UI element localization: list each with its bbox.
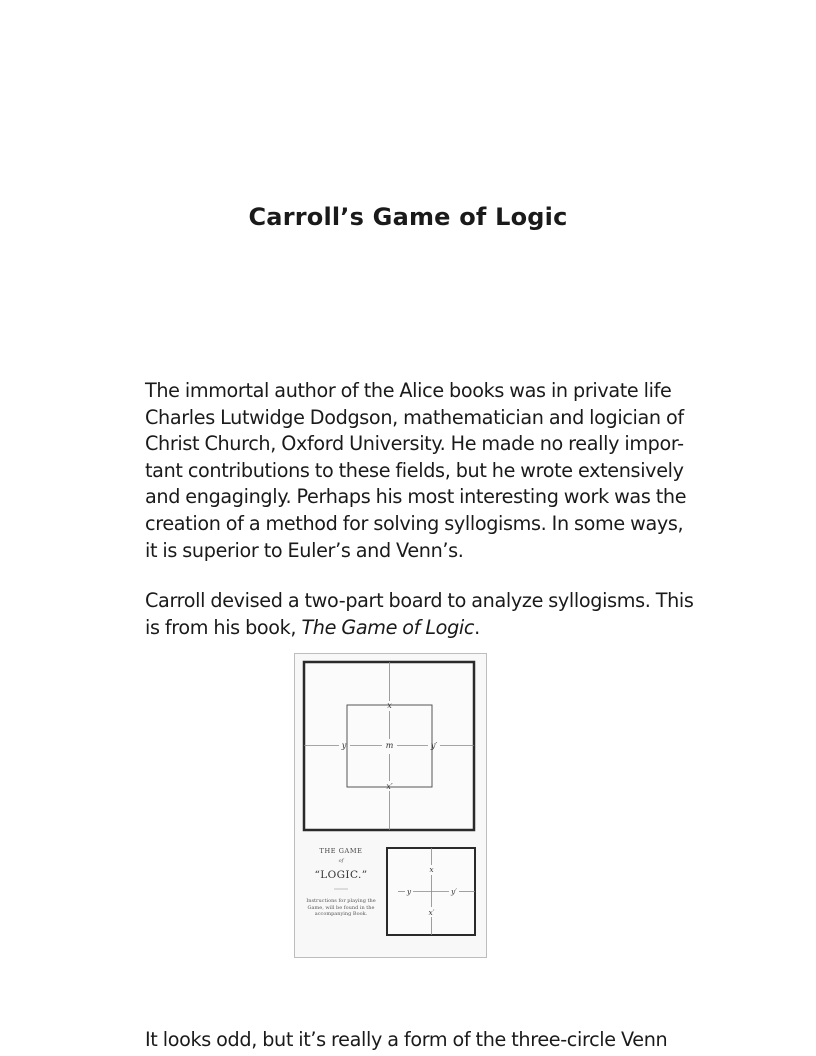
paragraph-line: It looks odd, but it’s really a form of the three-circle Venn [145,1028,668,1051]
board-paragraph [145,588,694,641]
large-board-label-bottom: x′ [386,782,393,791]
caption-of: of [338,858,344,864]
paragraph-line: it is superior to Euler’s and Venn’s. [145,538,464,562]
small-board-label-bottom: x′ [428,908,435,917]
book-title: The Game of Logic [301,615,475,639]
large-board-label-top: x [387,701,392,710]
line-text: . [474,615,480,639]
line-text: is from his book, [145,615,302,639]
caption-title: “LOGIC.” [314,869,368,881]
large-board-label-right: y′ [430,741,438,750]
paragraph-line: The immortal author of the Alice books was in private life [145,379,672,402]
paragraph-line: tant contributions to these fields, but he wrote extensively [145,458,684,482]
paragraph-line: creation of a method for solving syllogisms. In some ways, [145,511,684,535]
large-board-label-left: y [341,741,347,750]
paragraph-line: Charles Lutwidge Dodgson, mathematician and logician of [145,405,684,429]
page-title: Carroll’s Game of Logic [248,203,568,231]
small-board-label-right: y′ [451,887,457,896]
venn-paragraph [145,1027,672,1054]
large-board-label-center: m [385,741,394,750]
caption-instructions-box [300,898,382,932]
intro-paragraph [145,378,687,564]
caption-instructions: Instructions for playing the Game, will be found in the accompanying Book. [306,898,376,918]
small-board-label-left: y [406,887,412,896]
paragraph-line: and engagingly. Perhaps his most interesting work was the [145,485,687,509]
paragraph-line [145,615,672,642]
game-board-drawing [294,653,487,958]
game-board-figure [294,653,487,958]
paragraph-line: Carroll devised a two-part board to analyze syllogisms. This [145,589,694,612]
small-board-label-top: x [429,865,434,874]
caption-heading: THE GAME [319,847,363,855]
paragraph-line: Christ Church, Oxford University. He made no really impor- [145,432,684,456]
